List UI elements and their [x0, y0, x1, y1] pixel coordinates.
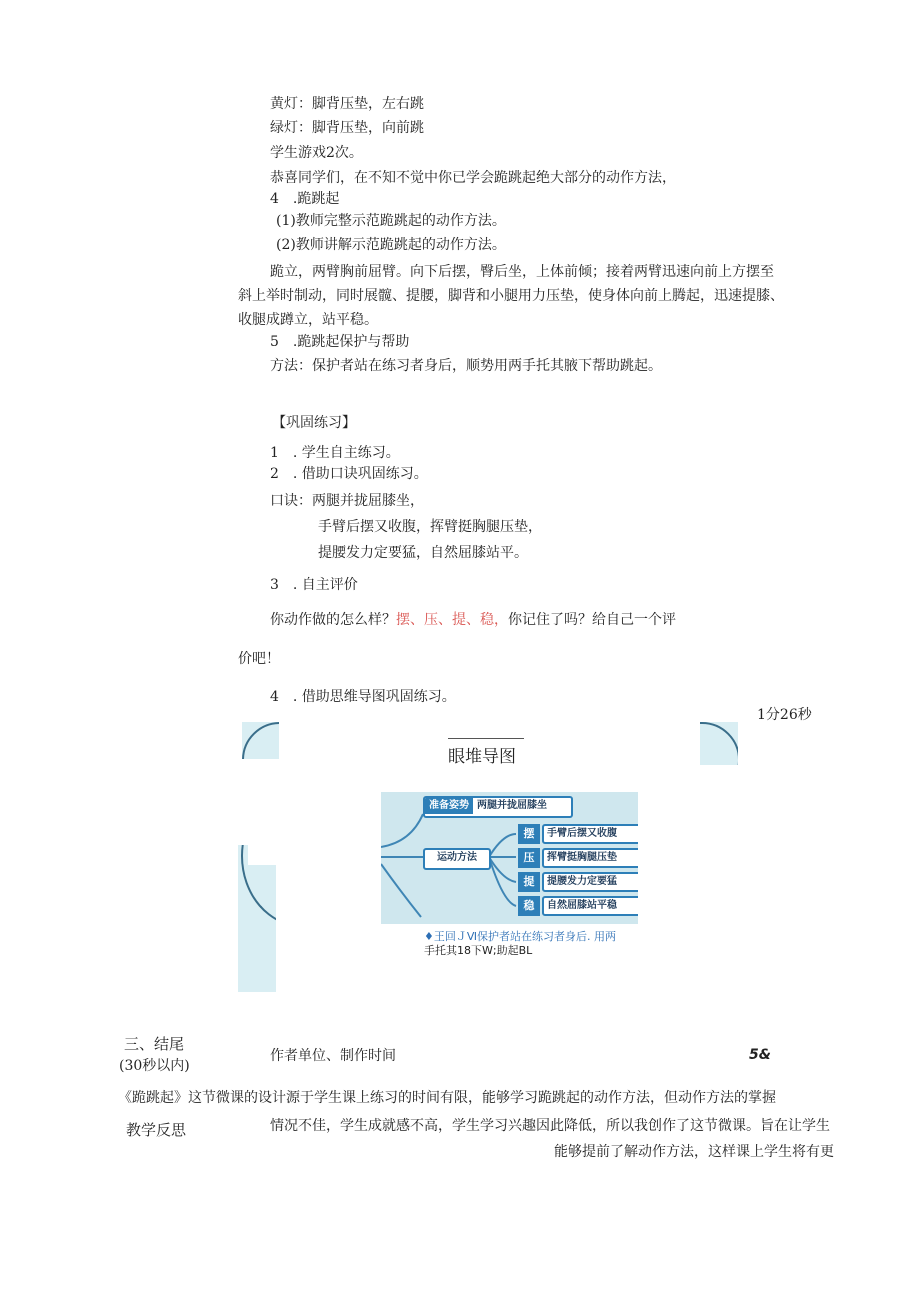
side-decoration-left — [238, 845, 276, 992]
mindmap-key-lift: 提 — [518, 872, 540, 892]
mindmap-step-steady: 自然屈膝站平稳 — [542, 896, 638, 916]
practice-item-1: 1 . 学生自主练习。 — [270, 445, 400, 461]
reflection-label: 教学反思 — [126, 1121, 187, 1139]
mindmap-caption-1: ♦王回ＪⅥ保护者站在练习者身后. 用两 — [424, 930, 616, 943]
title-rule — [448, 738, 524, 739]
evaluation-end: 价吧！ — [238, 651, 280, 667]
game-line: 学生游戏2次。 — [270, 145, 363, 161]
reflection-line-2: 情况不佳，学生成就感不高，学生学习兴趣因此降低，所以我创作了这节微课。旨在让学生 — [270, 1118, 830, 1134]
section-4-heading: 4 .跪跳起 — [270, 191, 340, 207]
mindmap-key-press: 压 — [518, 848, 540, 868]
mindmap-key-steady: 稳 — [518, 896, 540, 916]
mindmap-step-lift: 提腰发力定要猛 — [542, 872, 638, 892]
reflection-line-3: 能够提前了解动作方法，这样课上学生将有更 — [554, 1144, 834, 1160]
evaluation-prefix: 你动作做的怎么样？ — [270, 612, 396, 628]
mindmap-step-press: 挥臂挺胸腿压垫 — [542, 848, 638, 868]
practice-item-3: 3 . 自主评价 — [270, 577, 358, 593]
practice-heading: 【巩固练习】 — [272, 415, 356, 431]
mindmap-prep-box — [423, 796, 573, 818]
section-4-item-2: (2)教师讲解示范跪跳起的动作方法。 — [276, 237, 506, 253]
mindmap-step-swing: 手臂后摆又收腹 — [542, 824, 638, 844]
congrats-line: 恭喜同学们，在不知不觉中你已学会跪跳起绝大部分的动作方法， — [270, 170, 676, 186]
reflection-line-1: 《跪跳起》这节微课的设计源于学生课上练习的时间有限，能够学习跪跳起的动作方法，但动作方法的掌握 — [118, 1090, 776, 1106]
mindmap-method-box: 运动方法 — [423, 848, 491, 870]
mindmap-title: 眼堆导图 — [448, 747, 516, 767]
mindmap-key-swing: 摆 — [518, 824, 540, 844]
evaluation-keywords: 摆、压、提、稳， — [396, 612, 508, 628]
duration-label: 1分26秒 — [757, 707, 812, 723]
mindmap-image — [381, 792, 638, 924]
mindmap-prep-tag: 准备姿势 — [425, 798, 473, 814]
ending-sublabel: (30秒以内) — [119, 1058, 190, 1074]
ending-code: 5& — [749, 1047, 771, 1063]
description-line-1: 跪立，两臂胸前屈臂。向下后摆，臀后坐，上体前倾；接着两臂迅速向前上方摆至 — [270, 264, 774, 280]
section-5-heading: 5 .跪跳起保护与帮助 — [270, 334, 410, 350]
rhyme-line-1: 口诀：两腿并拢屈膝坐， — [270, 493, 424, 509]
author-info: 作者单位、制作时间 — [270, 1048, 396, 1064]
practice-item-2: 2 . 借助口诀巩固练习。 — [270, 466, 428, 482]
rhyme-line-2: 手臂后摆又收腹，挥臂挺胸腿压垫， — [318, 519, 542, 535]
mindmap-caption-line-1 — [424, 930, 616, 944]
section-4-item-1: (1)教师完整示范跪跳起的动作方法。 — [276, 213, 506, 229]
evaluation-line — [270, 611, 676, 629]
mindmap-caption-line-2: 手托其18下W;助起BL — [424, 944, 533, 957]
yellow-light-line: 黄灯：脚背压垫，左右跳 — [270, 96, 424, 112]
rhyme-line-3: 提腰发力定要猛，自然屈膝站平。 — [318, 545, 528, 561]
corner-decoration-top-left — [242, 722, 279, 759]
corner-decoration-top-right — [700, 722, 738, 765]
ending-label: 三、结尾 — [124, 1035, 185, 1053]
green-light-line: 绿灯：脚背压垫，向前跳 — [270, 120, 424, 136]
practice-item-4: 4 . 借助思维导图巩固练习。 — [270, 689, 456, 705]
evaluation-suffix: 你记住了吗？给自己一个评 — [508, 612, 676, 628]
description-line-3: 收腿成蹲立，站平稳。 — [238, 312, 378, 328]
description-line-2: 斜上举时制动，同时展髋、提腰，脚背和小腿用力压垫，使身体向前上腾起，迅速提膝、 — [238, 288, 784, 304]
mindmap-prep-text: 两腿并拢屈膝坐 — [477, 800, 547, 811]
section-5-method: 方法：保护者站在练习者身后，顺势用两手托其腋下帮助跳起。 — [270, 358, 662, 374]
